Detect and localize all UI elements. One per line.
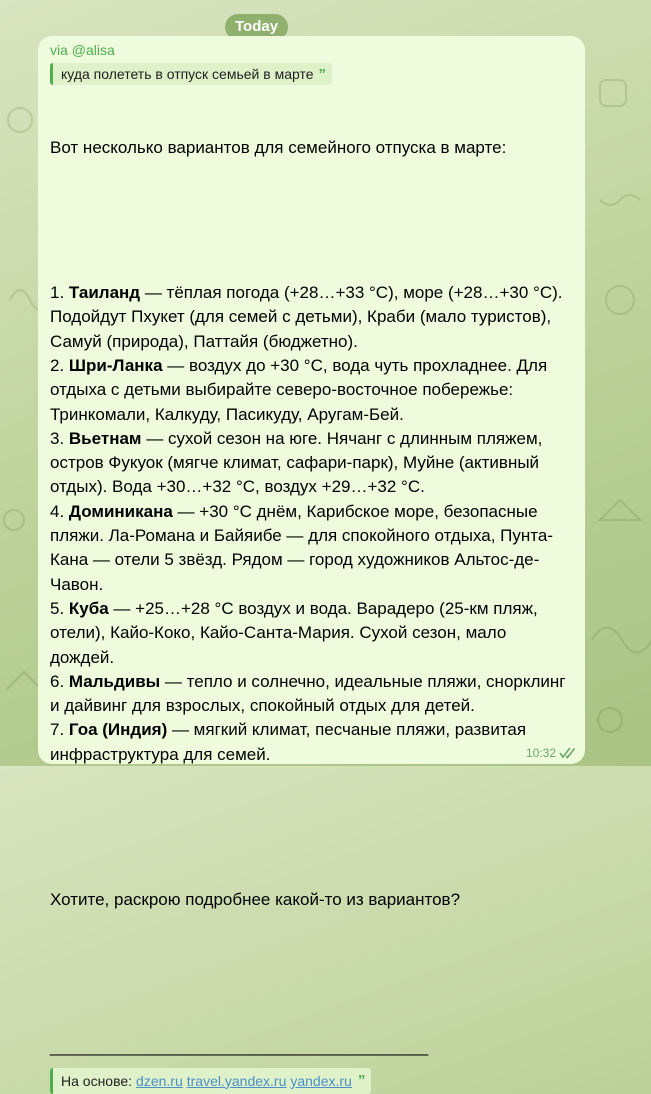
destination-number: 5.	[50, 598, 69, 618]
destination-number: 7.	[50, 720, 69, 740]
destination-number: 1.	[50, 283, 69, 303]
destination-description: — воздух до +30 °C, вода чуть прохладнее. Для отдыха с детьми выбирайте северо-восточное побережье: Тринкомали, Калкуду, Пасикуду, Аругам-Бей.	[50, 355, 552, 424]
separator-line: ________________________________________	[50, 1036, 429, 1056]
date-chip: Today	[225, 14, 288, 40]
destination-item	[50, 427, 573, 500]
double-check-icon	[559, 747, 577, 759]
destination-item	[50, 500, 573, 597]
quote-mark-icon: ”	[357, 1072, 366, 1090]
destination-description: — +30 °C днём, Карибское море, безопасные пляжи. Ла-Романа и Байяибе — для спокойного отдыха, Пунта-Кана — отели 5 звёзд. Рядом — город художников Альтос-де-Чавон.	[50, 501, 553, 594]
destination-title: Шри-Ланка	[68, 355, 163, 375]
message-time: 10:32	[525, 746, 556, 760]
destination-title: Доминикана	[68, 501, 173, 521]
quote-mark-icon: ”	[318, 65, 326, 83]
source-link-dzen[interactable]: dzen.ru	[136, 1072, 183, 1089]
destination-description: — тепло и солнечно, идеальные пляжи, снорклинг и дайвинг для взрослых, спокойный отдых для детей.	[50, 671, 571, 716]
intro-text: Вот несколько вариантов для семейного отпуска в марте:	[50, 137, 507, 157]
destination-title: Куба	[68, 598, 109, 618]
blank-line	[50, 816, 573, 840]
destination-description: — мягкий климат, песчаные пляжи, развитая инфраструктура для семей.	[50, 720, 531, 764]
destination-description: — +25…+28 °C воздух и вода. Варадеро (25-км пляж, отели), Кайо-Коко, Кайо-Санта-Мария. Сухой сезон, мало дождей.	[50, 598, 543, 667]
destination-title: Мальдивы	[68, 671, 161, 691]
destination-number: 4.	[50, 501, 69, 521]
destination-title: Вьетнам	[68, 428, 142, 448]
reply-quote-text: куда полететь в отпуск семьей в марте	[61, 66, 314, 82]
destination-description: — тёплая погода (+28…+33 °C), море (+28…+30 °C). Подойдут Пхукет (для семей с детьми), Краби (мало туристов), Самуй (природа), Паттайя (бюджетно).	[50, 283, 568, 351]
destination-item	[50, 718, 573, 767]
via-bot-label[interactable]: via @alisa	[50, 42, 115, 58]
sources-label: На основе:	[61, 1072, 133, 1089]
outro-text: Хотите, раскрою подробнее какой-то из вариантов?	[50, 890, 461, 910]
destination-item	[50, 354, 573, 427]
destination-title: Таиланд	[68, 283, 141, 303]
destination-item	[50, 670, 573, 719]
blank-line	[50, 961, 573, 985]
destination-item	[50, 597, 573, 670]
destination-number: 3.	[50, 428, 69, 448]
reply-quote[interactable]	[50, 63, 332, 85]
destination-description: — сухой сезон на юге. Нячанг с длинным пляжем, остров Фукуок (мягче климат, сафари-парк), Муйне (активный отдых). Вода +30…+32 °C, воздух +29…+32 °C.	[50, 428, 548, 497]
source-link-travel-yandex[interactable]: travel.yandex.ru	[186, 1072, 287, 1089]
blank-line	[50, 208, 573, 232]
message-bubble[interactable]	[38, 36, 585, 1090]
destination-title: Гоа (Индия)	[68, 720, 168, 740]
message-meta	[526, 746, 577, 760]
source-link-yandex[interactable]: yandex.ru	[290, 1072, 352, 1089]
message-body	[50, 87, 573, 1034]
sources-quote	[50, 1068, 371, 1094]
destination-item	[50, 281, 573, 354]
destination-number: 2.	[50, 355, 69, 375]
destination-number: 6.	[50, 671, 69, 691]
destination-list	[50, 281, 573, 767]
